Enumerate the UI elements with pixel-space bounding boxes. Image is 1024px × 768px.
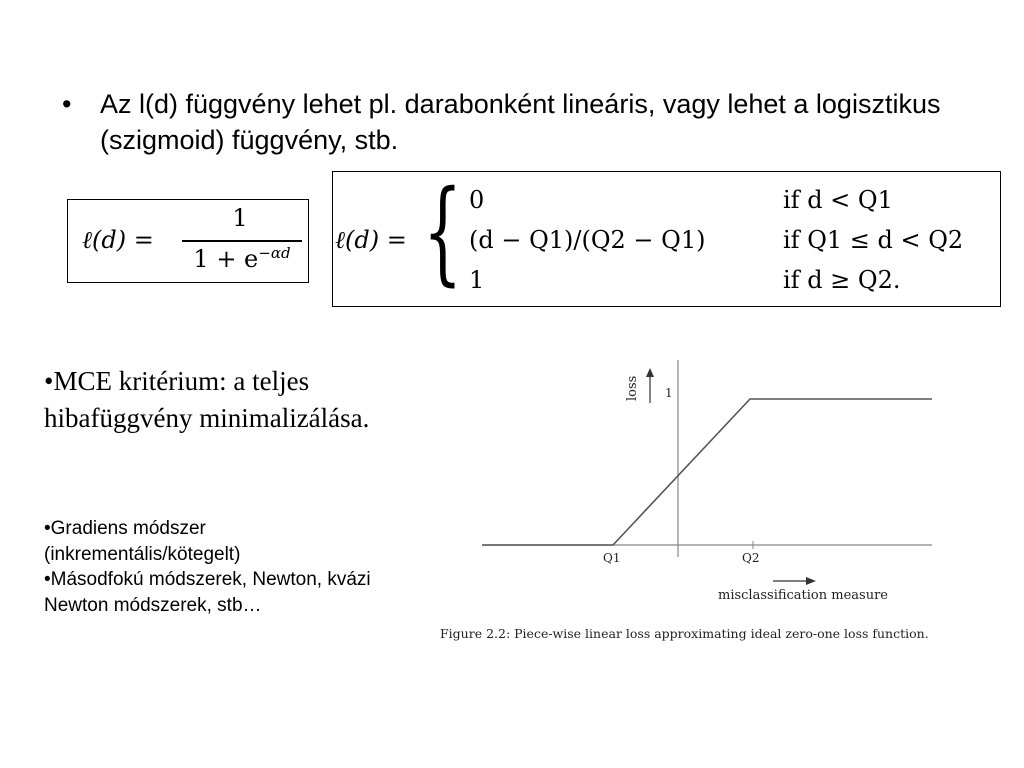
- case-value: 1: [469, 266, 485, 294]
- x-tick-q2: Q2: [742, 551, 760, 565]
- denominator-base: 1 + e: [193, 245, 259, 273]
- x-tick-q1: Q1: [603, 551, 621, 565]
- loss-figure: [440, 355, 980, 655]
- piecewise-lhs: ℓ(d) =: [335, 226, 407, 254]
- logistic-denominator: [182, 244, 302, 273]
- case-value: (d − Q1)/(Q2 − Q1): [469, 226, 706, 254]
- y-tick-label: 1: [665, 386, 673, 400]
- mce-criterion-text: •MCE kritérium: a teljes hibafüggvény minimalizálása.: [44, 366, 370, 433]
- bullet-marker: •: [62, 89, 72, 119]
- case-condition: if Q1 ≤ d < Q2: [783, 226, 964, 254]
- intro-bullet-text: Az l(d) függvény lehet pl. darabonként lineáris, vagy lehet a logisztikus (szigmoid) függvény, stb.: [100, 89, 941, 155]
- logistic-lhs: ℓ(d) =: [82, 226, 154, 254]
- method-item: •Gradiens módszer (inkrementális/kötegelt): [44, 518, 241, 565]
- case-value: 0: [469, 186, 485, 214]
- case-condition: if d ≥ Q2.: [783, 266, 901, 294]
- logistic-formula: [67, 199, 309, 283]
- piecewise-formula: [332, 167, 1001, 307]
- x-axis-label: misclassification measure: [718, 588, 888, 603]
- loss-series-line: [482, 399, 932, 545]
- loss-chart: [440, 355, 980, 655]
- fraction-bar: [182, 240, 302, 242]
- left-brace: {: [423, 167, 463, 297]
- case-condition: if d < Q1: [783, 186, 893, 214]
- y-axis-label: loss: [625, 375, 640, 401]
- method-item: •Másodfokú módszerek, Newton, kvázi Newton módszerek, stb…: [44, 569, 371, 616]
- figure-caption: Figure 2.2: Piece-wise linear loss approximating ideal zero-one loss function.: [440, 626, 929, 641]
- methods-list: [44, 516, 374, 618]
- logistic-numerator: 1: [232, 204, 248, 232]
- denominator-exponent: −αd: [258, 244, 291, 262]
- right-arrow-icon: [806, 577, 816, 585]
- up-arrow-icon: [646, 368, 654, 377]
